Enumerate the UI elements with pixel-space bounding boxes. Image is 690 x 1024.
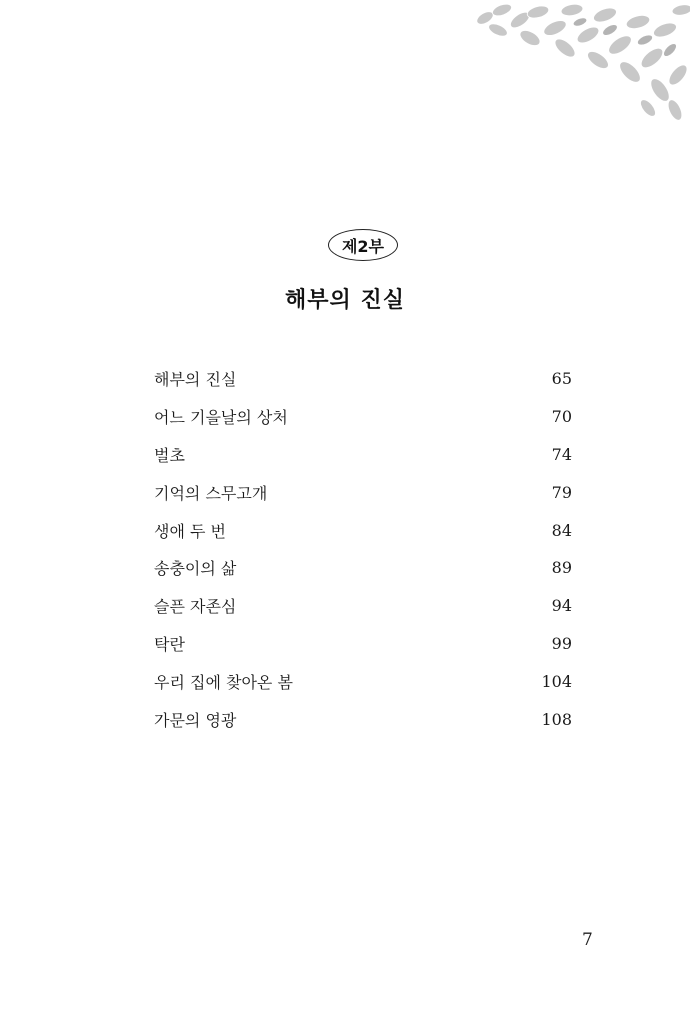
toc-entry-page: 99 [551,633,572,653]
toc-entry-page: 74 [551,444,572,464]
toc-entry[interactable] [154,360,572,398]
table-of-contents [154,360,572,738]
toc-entry[interactable] [154,587,572,625]
toc-entry-title: 슬픈 자존심 [154,597,237,617]
toc-entry-title: 가문의 영광 [154,710,237,730]
part-label: 제2부 [341,236,385,256]
toc-entry-page: 65 [551,369,572,389]
toc-entry-title: 우리 집에 찾아온 봄 [154,672,293,692]
toc-entry[interactable] [154,662,572,700]
toc-entry-title: 탁란 [154,634,185,654]
section-title: 해부의 진실 [285,288,405,313]
toc-entry-title: 생애 두 번 [154,521,226,541]
toc-entry-page: 104 [541,671,572,691]
page-number: 7 [582,930,593,950]
toc-entry-page: 89 [551,558,572,578]
toc-entry-page: 70 [551,407,572,427]
toc-entry-page: 94 [551,596,572,616]
toc-entry-title: 해부의 진실 [154,370,237,390]
toc-entry-title: 송충이의 삶 [154,559,237,579]
toc-entry-page: 84 [551,520,572,540]
toc-entry-page: 108 [541,709,572,729]
leaves-branch-icon [460,0,690,130]
toc-entry-title: 벌초 [154,445,185,465]
toc-entry-page: 79 [551,482,572,502]
toc-entry[interactable] [154,398,572,436]
toc-entry-title: 어느 기을날의 상처 [154,408,288,428]
toc-entry[interactable] [154,549,572,587]
part-badge [328,229,398,261]
toc-entry[interactable] [154,700,572,738]
toc-entry[interactable] [154,436,572,474]
toc-entry[interactable] [154,473,572,511]
toc-entry[interactable] [154,511,572,549]
toc-entry[interactable] [154,625,572,663]
toc-entry-title: 기억의 스무고개 [154,483,268,503]
